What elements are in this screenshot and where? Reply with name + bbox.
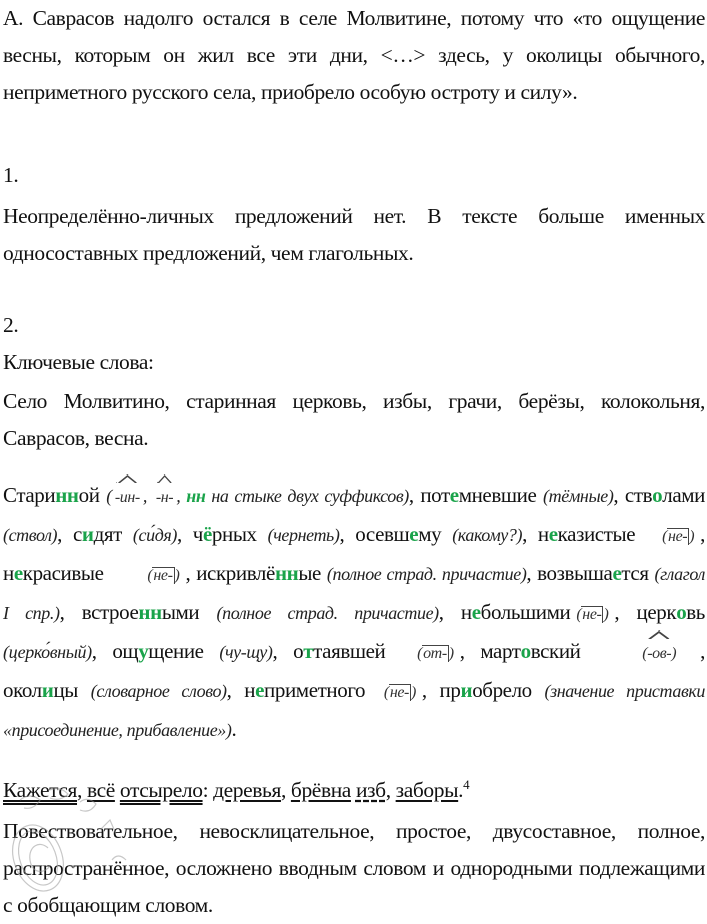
subject-word: всё	[86, 778, 115, 802]
task2-number: 2.	[3, 313, 19, 337]
intro-paragraph: А. Саврасов надолго остался в селе Молвитине, потому что «то ощущение весны, которым он жил все эти дни, <…> здесь, у околицы обычного, неприметного русского села, приобрело особую остроту и силу».	[3, 6, 705, 104]
orthograms-paragraph: Старинной ( -ин- , -н- , нн на стыке двух суффиксов), потемневшие (тёмные), стволами (ствол), сидят (си́дя), чёрных (чернеть), осевшему (какому?), неказистые (не- ) , некрасивые (не- ) , искривлённые (полное страд. причастие), возвышается (глагол I спр.), встроенными (полное страд. причастие), небольшими (не- ) , церковь (церко́вный), ощущение (чу-щу), оттаявшей (от- ) , мартовский (-ов- ) , околицы (словарное слово), неприметного (не- ) , приобрело (значение приставки «присоединение, прибавление»).	[3, 477, 705, 749]
prefix-mark: (не- )	[662, 528, 695, 545]
attribute-word: изб	[355, 778, 386, 802]
intro-word: Кажется	[3, 778, 78, 802]
suffix-mark: -н-	[154, 479, 175, 516]
prefix-mark: (от- )	[417, 645, 454, 662]
subject-word: заборы	[395, 778, 459, 802]
footnote-mark: 4	[463, 776, 470, 792]
predicate-word: отсырело	[119, 778, 203, 802]
parsed-sentence: Кажется, всё отсырело: деревья, брёвна изб, заборы.$^4$	[3, 776, 470, 802]
suffix-mark: (-ов- )	[640, 635, 678, 672]
task1-answer: Неопределённо-личных предложений нет. В тексте больше именных односоставных предложений, чем глагольных.	[3, 204, 705, 265]
subject-word: деревья	[213, 778, 281, 802]
keywords-list: Село Молвитино, старинная церковь, избы, грачи, берёзы, колокольня, Саврасов, весна.	[3, 389, 705, 450]
prefix-mark: (не- )	[383, 684, 416, 701]
word: Старинной	[3, 483, 100, 507]
prefix-mark: (не- )	[147, 567, 180, 584]
subject-word: брёвна	[290, 778, 351, 802]
suffix-mark: -ин-	[113, 479, 142, 516]
prefix-mark: (не- )	[576, 606, 609, 623]
task1-number: 1.	[3, 163, 19, 187]
sentence-analysis: Повествовательное, невосклицательное, простое, двусоставное, полное, распространённое, осложнено вводным словом и однородными подлежащими с обобщающим словом.	[3, 819, 705, 917]
keywords-label: Ключевые слова:	[3, 350, 154, 374]
